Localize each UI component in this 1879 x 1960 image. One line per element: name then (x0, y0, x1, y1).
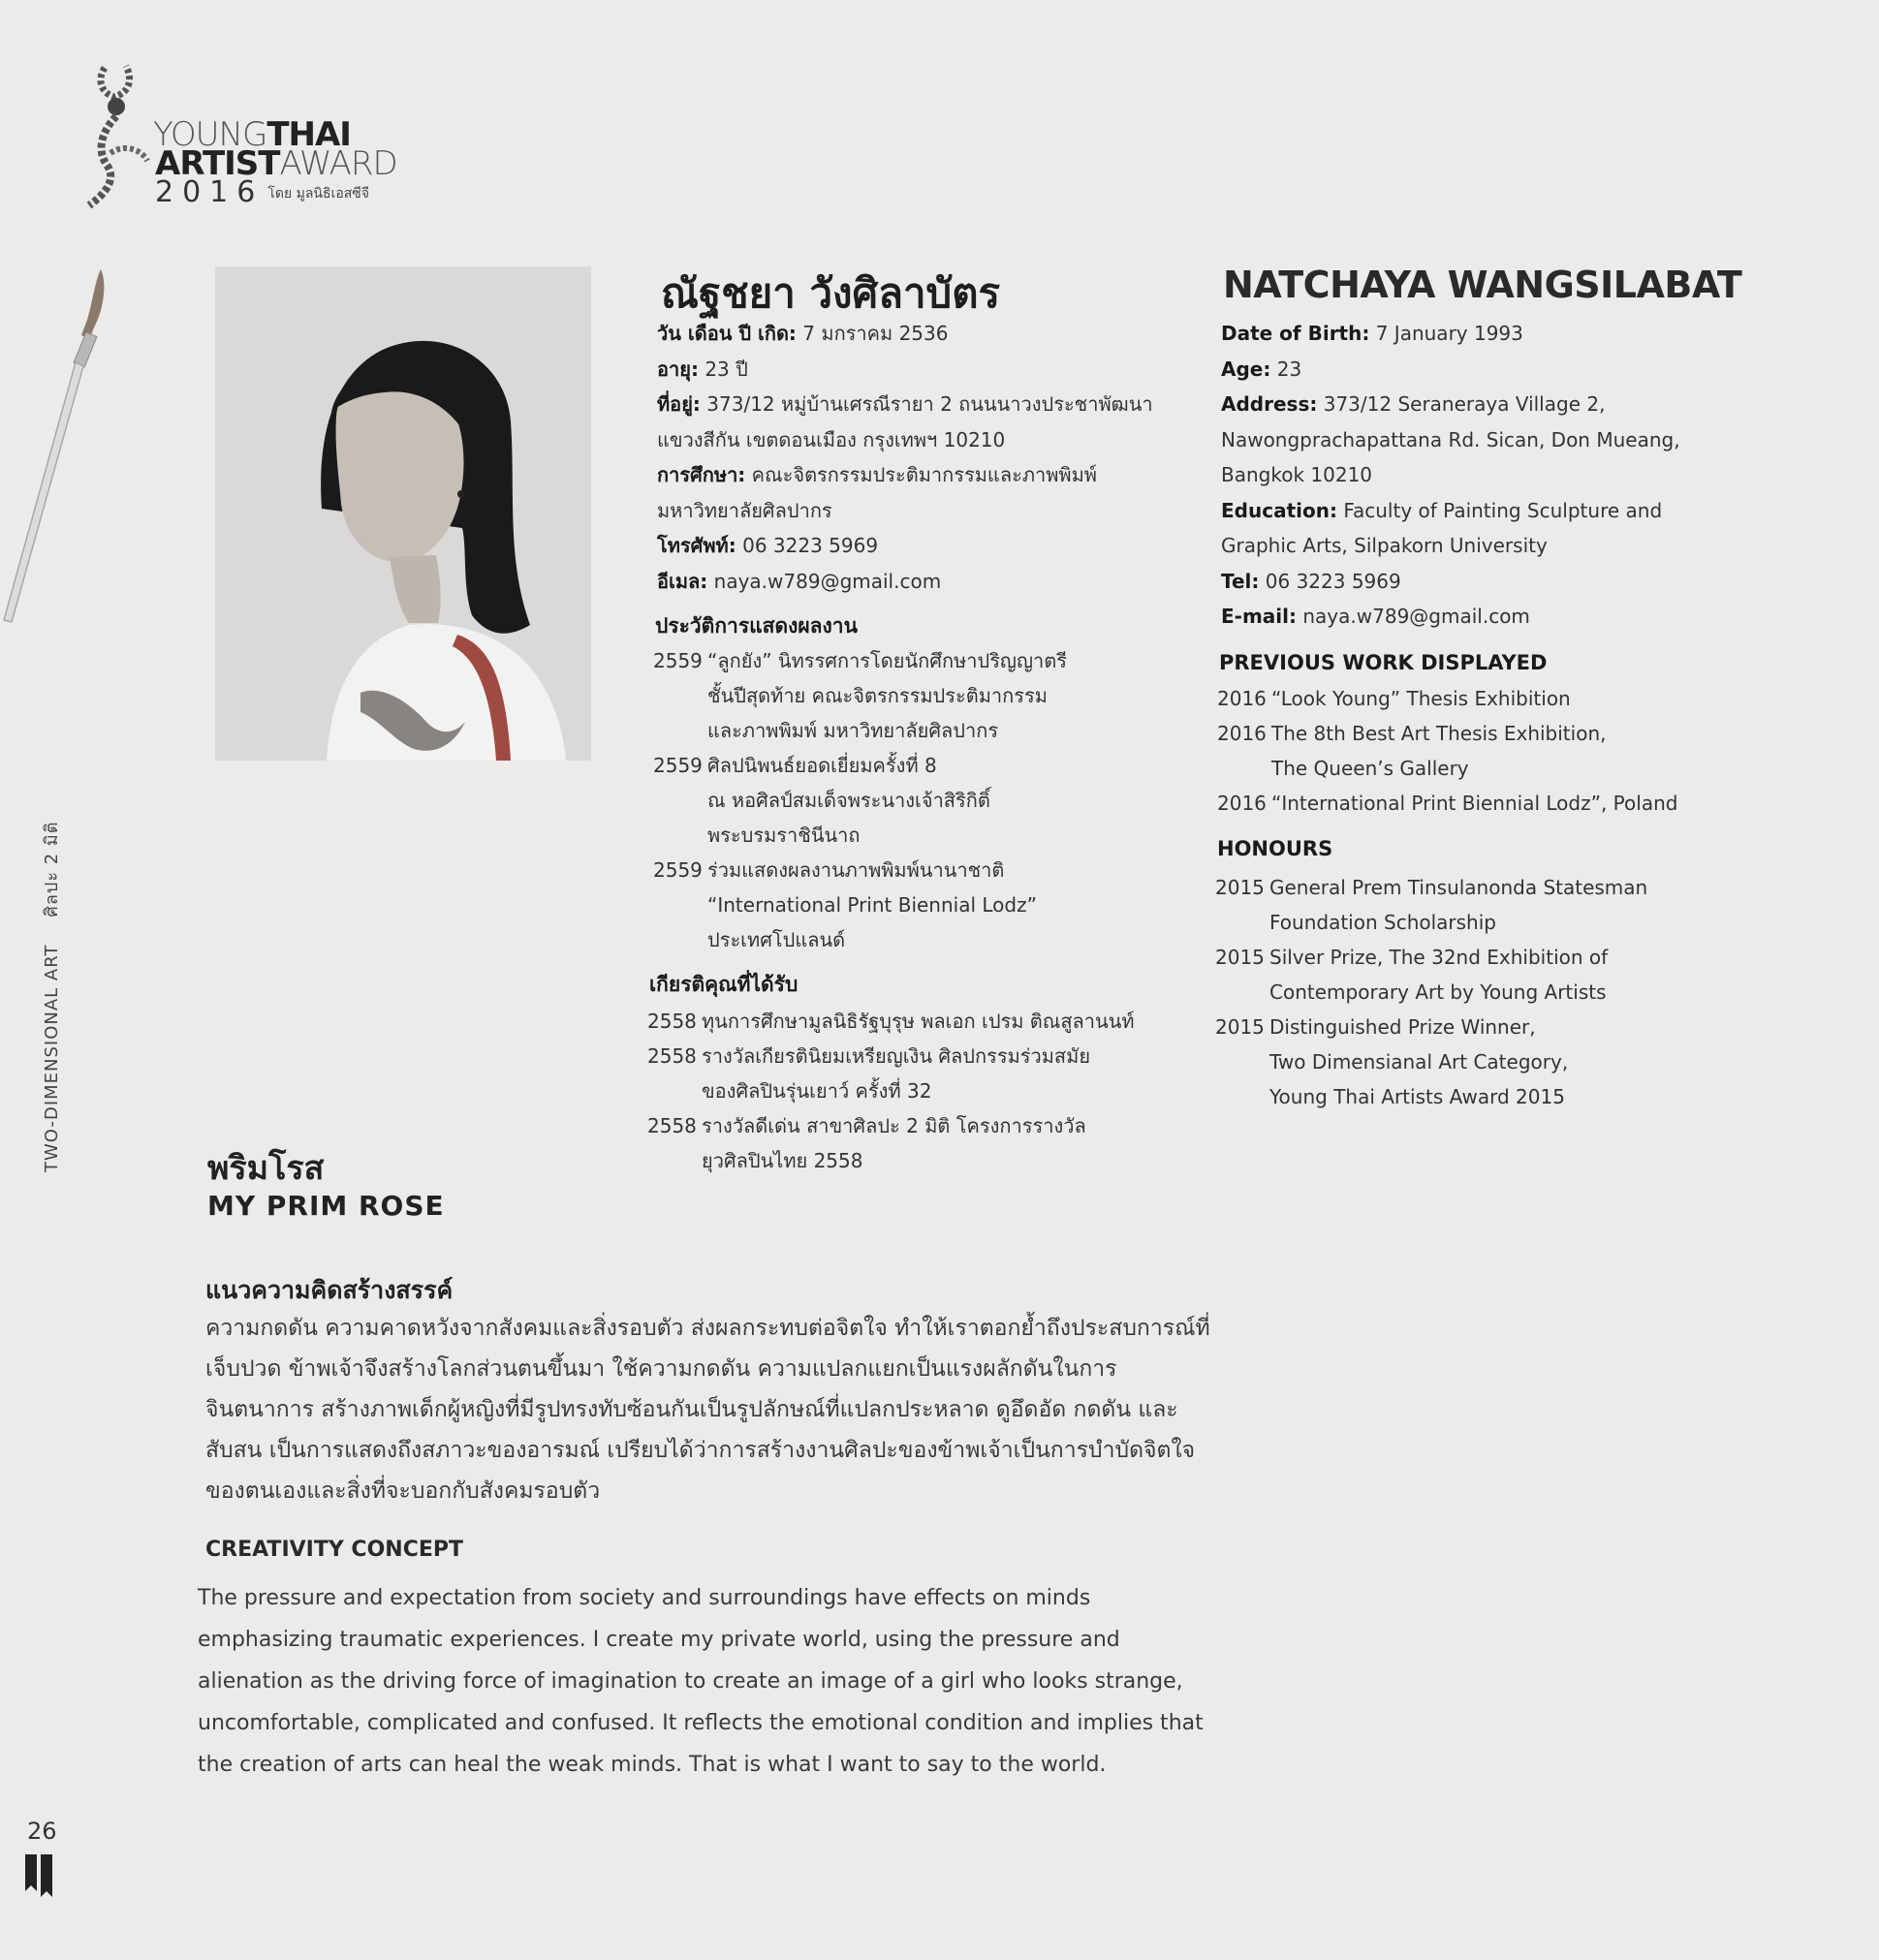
logo-award: AWARD (279, 144, 397, 183)
thai-tel: โทรศัพท์: 06 3223 5969 (657, 534, 879, 557)
list-item-year: 2016 (1217, 792, 1267, 815)
list-item-text (1269, 870, 1647, 940)
logo-thai: THAI (266, 115, 351, 154)
english-previous-list (1217, 681, 1677, 821)
list-item-text (1271, 716, 1606, 786)
logo-sub: โดย มูลนิธิเอสซีจี (267, 185, 369, 202)
dancer-figure-icon (76, 60, 163, 215)
english-education: Education: Faculty of Painting Sculpture and (1221, 498, 1663, 522)
list-item-year: 2016 (1217, 687, 1267, 710)
work-title-english: MY PRIM ROSE (207, 1190, 445, 1222)
side-label-english: TWO-DIMENSIONAL ART (42, 944, 62, 1172)
list-item-year: 2559 (653, 754, 703, 777)
thai-age: อายุ: 23 ปี (657, 357, 748, 381)
thai-info-block (657, 316, 1153, 599)
thai-exhibitions-heading: ประวัติการแสดงผลงาน (655, 614, 858, 638)
list-item-text (707, 748, 990, 853)
list-item-year: 2015 (1215, 946, 1265, 969)
list-item-line: Young Thai Artists Award 2015 (1269, 1085, 1565, 1108)
list-item-line: และภาพพิมพ์ มหาวิทยาลัยศิลปากร (707, 719, 999, 742)
english-address-line3: Bangkok 10210 (1221, 463, 1373, 486)
list-item-line: Silver Prize, The 32nd Exhibition of (1269, 946, 1609, 969)
logo-artist: ARTIST (155, 144, 280, 183)
award-logo (76, 60, 397, 215)
concept-heading-english: CREATIVITY CONCEPT (205, 1538, 463, 1562)
list-item-line: “International Print Biennial Lodz”, Poland (1271, 792, 1678, 815)
list-item (647, 1004, 1135, 1039)
english-previous-heading: PREVIOUS WORK DISPLAYED (1219, 651, 1548, 674)
list-item-year: 2558 (647, 1114, 697, 1137)
english-honours-heading: HONOURS (1217, 837, 1333, 860)
list-item-line: ยุวศิลปินไทย 2558 (702, 1149, 863, 1172)
list-item-year: 2558 (647, 1044, 697, 1068)
logo-young: YOUNG (153, 115, 267, 154)
page-number: 26 (27, 1818, 57, 1845)
list-item-line: “International Print Biennial Lodz” (707, 893, 1037, 917)
list-item-line: ของศิลปินรุ่นเยาว์ ครั้งที่ 32 (702, 1079, 932, 1103)
list-item-line: รางวัลเกียรตินิยมเหรียญเงิน ศิลปกรรมร่วมสมัย (702, 1044, 1091, 1068)
english-address-line2: Nawongprachapattana Rd. Sican, Don Mueang, (1221, 427, 1680, 451)
list-item-line: Foundation Scholarship (1269, 911, 1496, 934)
side-label-thai: ศิลปะ 2 มิติ (42, 821, 62, 918)
concept-text-english: The pressure and expectation from society and surroundings have effects on minds emphasizing traumatic experiences. I create my private world, using the pressure and alienation as the driving force of imagination to create an image of a girl who looks strange, uncomfortable, complicated and confused. It reflects the emotional condition and implies that the creation of arts can heal the weak minds. That is what I want to say to the world. (198, 1586, 1204, 1777)
logo-year: 2016 (155, 175, 265, 209)
list-item-year: 2558 (647, 1010, 697, 1033)
english-dob: Date of Birth: 7 January 1993 (1221, 322, 1523, 345)
list-item (653, 748, 1067, 853)
thai-dob: วัน เดือน ปี เกิด: 7 มกราคม 2536 (657, 322, 949, 345)
list-item (1215, 870, 1647, 940)
list-item-line: The Queen’s Gallery (1271, 757, 1469, 780)
english-email: E-mail: naya.w789@gmail.com (1221, 605, 1530, 628)
english-address: Address: 373/12 Seraneraya Village 2, (1221, 392, 1606, 416)
english-education-line2: Graphic Arts, Silpakorn University (1221, 534, 1548, 557)
list-item-line: “Look Young” Thesis Exhibition (1271, 687, 1571, 710)
list-item (653, 643, 1067, 748)
list-item-line: ศิลปนิพนธ์ยอดเยี่ยมครั้งที่ 8 (707, 754, 937, 777)
thai-email: อีเมล: naya.w789@gmail.com (657, 569, 942, 593)
list-item-text (702, 1108, 1086, 1178)
thai-honours-heading: เกียรติคุณที่ได้รับ (649, 973, 799, 996)
list-item-line: “ลูกยัง” นิทรรศการโดยนักศึกษาปริญญาตรี (707, 649, 1067, 672)
english-tel: Tel: 06 3223 5969 (1221, 569, 1401, 593)
section-side-label (37, 822, 65, 1172)
artist-photo (215, 266, 591, 761)
list-item (1215, 1010, 1647, 1114)
list-item (1217, 786, 1677, 821)
list-item (653, 853, 1067, 957)
list-item-year: 2016 (1217, 722, 1267, 745)
thai-education: การศึกษา: คณะจิตรกรรมประติมากรรมและภาพพิมพ์ (657, 463, 1097, 486)
list-item-line: Contemporary Art by Young Artists (1269, 980, 1607, 1004)
thai-address-line2: แขวงสีกัน เขตดอนเมือง กรุงเทพฯ 10210 (657, 427, 1006, 451)
list-item-line: ประเทศโปแลนด์ (707, 928, 846, 951)
list-item-line: ร่วมแสดงผลงานภาพพิมพ์นานาชาติ (707, 858, 1005, 882)
english-honours-list (1215, 870, 1647, 1114)
list-item-year: 2015 (1215, 1015, 1265, 1039)
list-item-text (707, 853, 1037, 957)
list-item-text (1271, 681, 1571, 716)
concept-text-thai: ความกดดัน ความคาดหวังจากสังคมและสิ่งรอบตัว ส่งผลกระทบต่อจิตใจ ทำให้เราตอกย้ำถึงประสบการณ์ที่เจ็บปวด ข้าพเจ้าจึงสร้างโลกส่วนตนขึ้นมา ใช้ความกดดัน ความแปลกแยกเป็นแรงผลักดันในการจินตนาการ สร้างภาพเด็กผู้หญิงที่มีรูปทรงทับซ้อนกันเป็นรูปลักษณ์ที่แปลกประหลาด ดูอึดอัด กดดัน และสับสน เป็นการแสดงถึงสภาวะของอารมณ์ เปรียบได้ว่าการสร้างงานศิลปะของข้าพเจ้าเป็นการบำบัดจิตใจของตนเองและสิ่งที่จะบอกกับสังคมรอบตัว (205, 1316, 1210, 1504)
list-item (1215, 940, 1647, 1010)
page-marker-icon (23, 1852, 56, 1901)
list-item-year: 2559 (653, 649, 703, 672)
list-item-line: ทุนการศึกษามูลนิธิรัฐบุรุษ พลเอก เปรม ติณสูลานนท์ (702, 1010, 1135, 1033)
list-item-text (1271, 786, 1677, 821)
list-item-text (702, 1004, 1135, 1039)
list-item (1217, 716, 1677, 786)
thai-exhibitions-list (653, 643, 1067, 957)
list-item-line: ณ หอศิลป์สมเด็จพระนางเจ้าสิริกิติ์ (707, 789, 990, 812)
concept-heading-thai: แนวความคิดสร้างสรรค์ (205, 1276, 454, 1304)
list-item-year: 2015 (1215, 876, 1265, 899)
list-item (1217, 681, 1677, 716)
english-age: Age: 23 (1221, 357, 1302, 381)
list-item-line: The 8th Best Art Thesis Exhibition, (1271, 722, 1607, 745)
list-item-line: ชั้นปีสุดท้าย คณะจิตรกรรมประติมากรรม (707, 684, 1048, 707)
list-item (647, 1108, 1135, 1178)
list-item-line: Two Dimensianal Art Category, (1269, 1050, 1569, 1073)
list-item-line: Distinguished Prize Winner, (1269, 1015, 1536, 1039)
thai-address: ที่อยู่: 373/12 หมู่บ้านเศรณีรายา 2 ถนนนาวงประชาพัฒนา (657, 392, 1153, 416)
list-item-line: General Prem Tinsulanonda Statesman (1269, 876, 1648, 899)
artist-name-thai: ณัฐชยา วังศิลาบัตร (661, 269, 1001, 317)
thai-honours-list (647, 1004, 1135, 1178)
list-item-year: 2559 (653, 858, 703, 882)
list-item-line: รางวัลดีเด่น สาขาศิลปะ 2 มิติ โครงการรางวัล (702, 1114, 1086, 1137)
english-info-block (1221, 316, 1680, 635)
list-item-text (707, 643, 1067, 748)
list-item (647, 1039, 1135, 1108)
list-item-line: พระบรมราชินีนาถ (707, 824, 861, 847)
list-item-text (702, 1039, 1090, 1108)
list-item-text (1269, 940, 1608, 1010)
thai-education-line2: มหาวิทยาลัยศิลปากร (657, 498, 832, 522)
artist-name-english: NATCHAYA WANGSILABAT (1223, 264, 1742, 306)
work-title-thai: พริมโรส (207, 1149, 325, 1188)
list-item-text (1269, 1010, 1568, 1114)
paintbrush-icon (0, 262, 116, 630)
